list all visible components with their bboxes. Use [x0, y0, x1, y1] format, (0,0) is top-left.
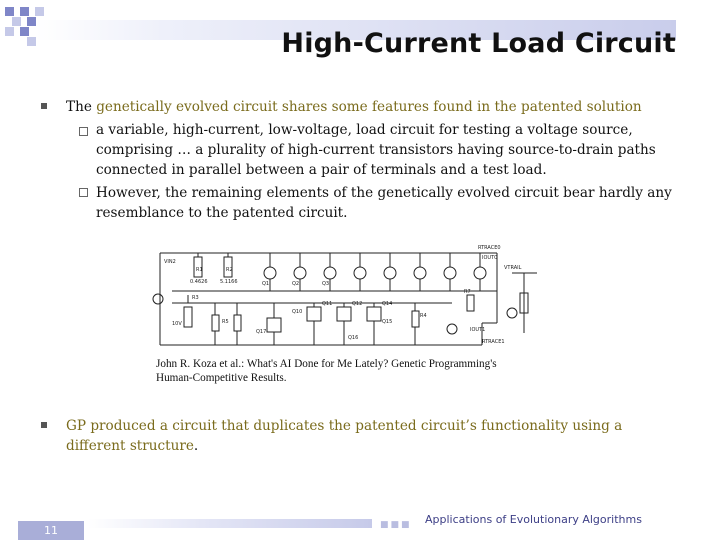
circuit-label: Q3 [322, 281, 330, 287]
bullet-tail: . [193, 438, 199, 454]
bullet-icon [41, 103, 47, 109]
bullet-icon [41, 422, 47, 428]
bullet-text-2 [66, 416, 676, 456]
bullet-highlight: genetically evolved circuit shares some features found in the patented solution [96, 99, 642, 115]
circuit-label: RTRACE0 [478, 245, 501, 251]
corner-square [5, 7, 14, 16]
circuit-label: R5 [222, 319, 229, 325]
bullet-highlight: GP produced a circuit that duplicates the patented circuit’s functionality using a different structure [66, 418, 623, 454]
circuit-label: R7 [464, 289, 471, 295]
sub-bullet-icon [79, 127, 88, 136]
circuit-label: Q16 [348, 335, 359, 341]
circuit-label: IOUT0 [482, 255, 498, 261]
circuit-label: 0.4626 [190, 279, 208, 285]
circuit-label: Q12 [352, 301, 363, 307]
circuit-label: Q17 [256, 329, 267, 335]
bullet-text-1 [66, 97, 686, 117]
circuit-label: RTRACE1 [482, 339, 505, 345]
circuit-label: Q14 [382, 301, 393, 307]
footer-bar [88, 519, 372, 528]
circuit-label: R2 [226, 267, 233, 273]
corner-square [5, 27, 14, 36]
circuit-label: Q11 [322, 301, 333, 307]
circuit-label: R3 [192, 295, 199, 301]
corner-square [27, 17, 36, 26]
circuit-label: Q2 [292, 281, 300, 287]
figure-caption: John R. Koza et al.: What's AI Done for Me Lately? Genetic Programming's Human-Competitive Results. [156, 358, 497, 384]
circuit-label: 10V [172, 321, 182, 327]
corner-square [35, 7, 44, 16]
bullet-lead: The [66, 99, 97, 115]
circuit-diagram [152, 243, 542, 355]
circuit-label: Q10 [292, 309, 303, 315]
circuit-label: Q1 [262, 281, 270, 287]
sub-bullet-icon [79, 188, 88, 197]
page-number: 11 [18, 521, 84, 540]
footer-dots: ■■■ [380, 520, 412, 530]
page-title: High-Current Load Circuit [281, 28, 676, 59]
corner-square [27, 37, 36, 46]
sub-bullet-text-2: However, the remaining elements of the genetically evolved circuit bear hardly any resemblance to the patented circuit. [96, 185, 672, 221]
footer-label: Applications of Evolutionary Algorithms [425, 513, 642, 526]
sub-bullet-text-1: a variable, high-current, low-voltage, load circuit for testing a voltage source, comprising … a plurality of high-current transistors having source-to-drain paths connected in parallel between a pair of terminals and a test load. [96, 122, 656, 178]
circuit-label: VTRAIL [504, 265, 522, 271]
circuit-label: R1 [196, 267, 203, 273]
corner-square [20, 7, 29, 16]
circuit-label: IOUT1 [470, 327, 486, 333]
circuit-label: 5.1166 [220, 279, 238, 285]
corner-square [20, 27, 29, 36]
circuit-label: VIN2 [164, 259, 176, 265]
circuit-label: Q15 [382, 319, 393, 325]
circuit-label: R4 [420, 313, 427, 319]
corner-square [12, 17, 21, 26]
